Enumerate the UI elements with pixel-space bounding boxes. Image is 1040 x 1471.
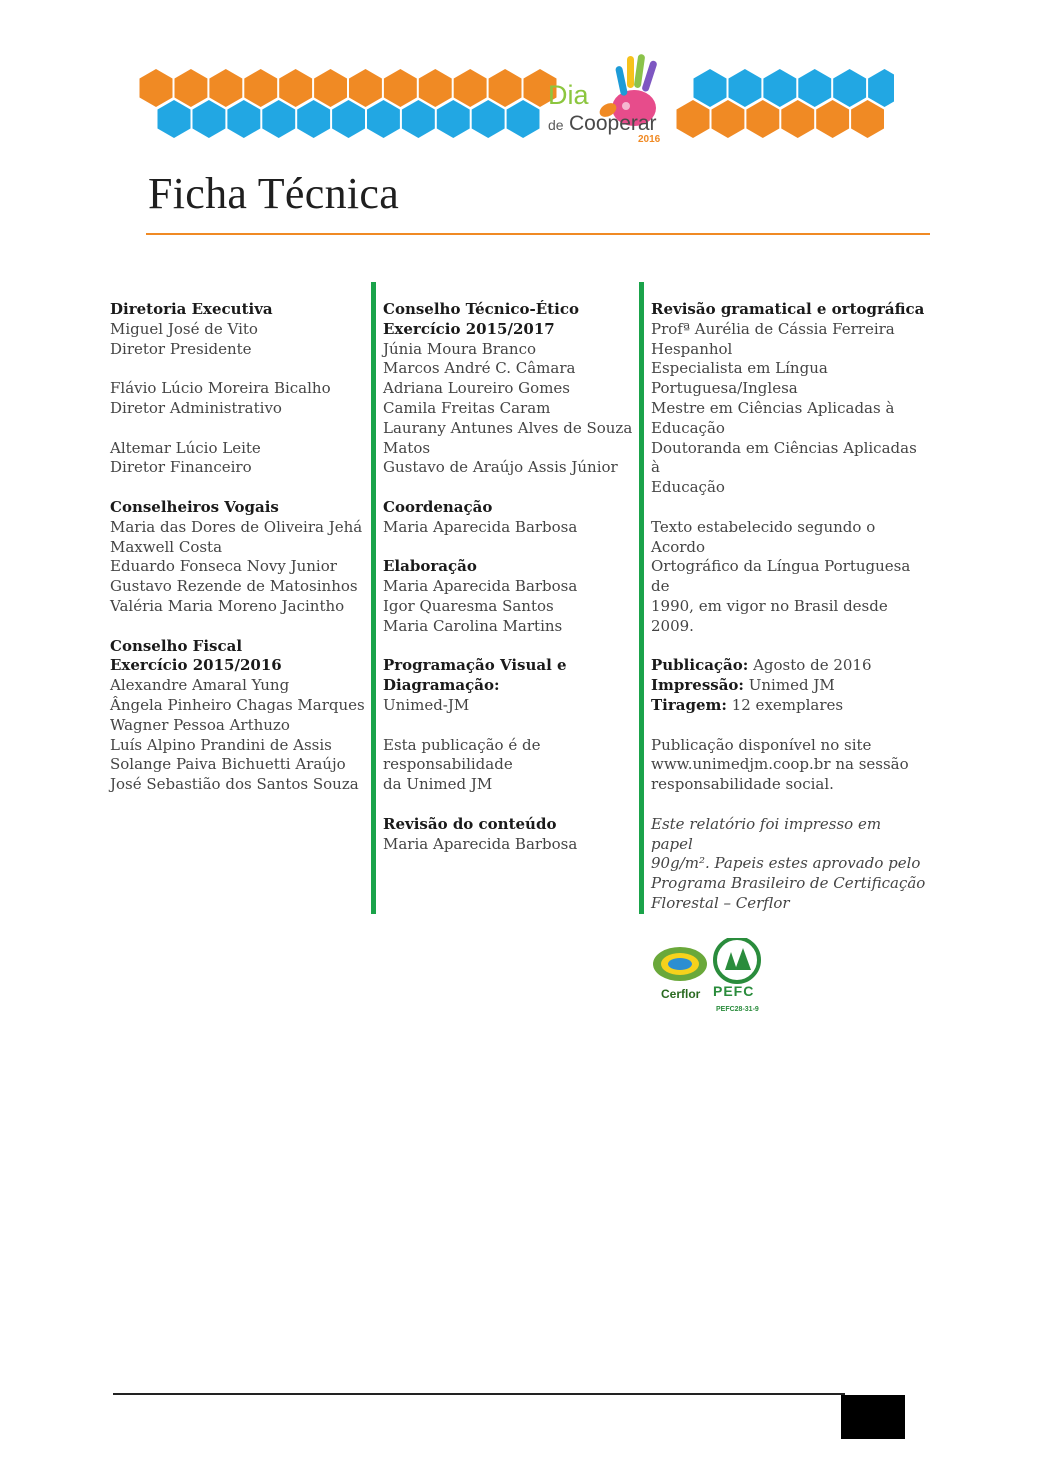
tiragem-line: [651, 696, 926, 716]
text-line: Laurany Antunes Alves de Souza: [383, 418, 633, 437]
text-line: Diretor Financeiro: [110, 458, 252, 477]
text-line: Miguel José de Vito: [110, 319, 258, 338]
hexagon-shape: [297, 100, 330, 138]
section-heading: Revisão gramatical e ortográfica: [651, 300, 925, 318]
text-line: Maxwell Costa: [110, 537, 223, 556]
text-line: Igor Quaresma Santos: [383, 596, 554, 615]
column-middle: [383, 300, 633, 874]
hexagon-shape: [851, 100, 884, 138]
text-line: Educação: [651, 478, 725, 497]
text-line: Matos: [383, 438, 431, 457]
impressao-line: [651, 676, 926, 696]
text-line: Júnia Moura Branco: [383, 339, 537, 358]
publicacao-label: Publicação:: [651, 656, 749, 675]
section-acordo-ortografico: [651, 518, 926, 637]
section-heading: Revisão do conteúdo: [383, 814, 557, 833]
hexagon-shape: [781, 100, 814, 138]
section-heading: Conselho Técnico-Ético: [383, 300, 579, 318]
pefc-logo: [713, 938, 759, 1013]
section-heading: Coordenação: [383, 497, 493, 516]
text-line: Wagner Pessoa Arthuzo: [110, 715, 290, 734]
hexagon-shape: [694, 69, 727, 107]
section-revisao-conteudo: [383, 815, 633, 855]
text-line: Maria Carolina Martins: [383, 616, 563, 635]
hexagon-shape: [227, 100, 260, 138]
page-title: Ficha Técnica: [148, 169, 400, 218]
page-number-box: [841, 1395, 905, 1439]
text-line: Gustavo Rezende de Matosinhos: [110, 577, 358, 596]
spacer: [110, 419, 365, 439]
text-line: Altemar Lúcio Leite: [110, 438, 261, 457]
hexagon-shape: [175, 69, 208, 107]
text-line: Maria Aparecida Barbosa: [383, 577, 578, 596]
section-revisao-gramatical: [651, 300, 926, 498]
text-line: Especialista em Língua: [651, 359, 828, 378]
text-line: Hespanhol: [651, 339, 733, 358]
cerflor-logo: [653, 947, 707, 1001]
hexagon-shape: [262, 100, 295, 138]
certification-logos: [651, 938, 771, 1016]
hexagon-shape: [244, 69, 277, 107]
section-conselheiros-vogais: [110, 498, 365, 617]
hexagon-shape: [314, 69, 347, 107]
text-line: Ângela Pinheiro Chagas Marques: [110, 695, 365, 714]
hexagon-shape: [419, 69, 452, 107]
column-right: [651, 300, 926, 1021]
text-line: Programa Brasileiro de Certificação: [651, 874, 926, 893]
hexagon-shape: [193, 100, 226, 138]
hexagon-shape: [833, 69, 866, 107]
text-line: Flávio Lúcio Moreira Bicalho: [110, 379, 331, 398]
text-line: Maria das Dores de Oliveira Jehá: [110, 517, 363, 536]
text-line: Valéria Maria Moreno Jacintho: [110, 596, 345, 615]
hexagon-shape: [816, 100, 849, 138]
section-diretoria-executiva: [110, 300, 365, 478]
section-publicacao: [651, 656, 926, 715]
section-site: [651, 736, 926, 795]
text-line: Ortográfico da Língua Portuguesa de: [651, 557, 911, 596]
hexagon-shape: [437, 100, 470, 138]
hexagon-shape: [158, 100, 191, 138]
publicacao-value: Agosto de 2016: [748, 656, 872, 675]
footer-divider: [113, 1393, 845, 1395]
text-line: Diretor Presidente: [110, 339, 252, 358]
text-line: Texto estabelecido segundo o Acordo: [651, 517, 876, 556]
hexagon-shape: [729, 69, 762, 107]
hexagon-shape: [332, 100, 365, 138]
text-line: 1990, em vigor no Brasil desde 2009.: [651, 596, 888, 635]
text-line: 90g/m². Papeis estes aprovado pelo: [651, 854, 921, 873]
section-responsabilidade: [383, 736, 633, 795]
text-line: Esta publicação é de: [383, 735, 541, 754]
section-subheading: Diagramação:: [383, 676, 500, 695]
hexagon-shape: [349, 69, 382, 107]
section-conselho-tecnico-etico: [383, 300, 633, 478]
tiragem-label: Tiragem:: [651, 695, 727, 714]
section-conselho-fiscal: [110, 637, 365, 795]
section-papel: [651, 815, 926, 914]
section-heading: Programação Visual e: [383, 656, 567, 675]
text-line: Publicação disponível no site: [651, 735, 872, 754]
text-line: José Sebastião dos Santos Souza: [110, 775, 359, 794]
hexagon-shape: [209, 69, 242, 107]
hexagon-shape: [507, 100, 540, 138]
text-line: Gustavo de Araújo Assis Júnior: [383, 458, 618, 477]
dia-de-cooperar-logo: [548, 54, 661, 145]
publicacao-line: [651, 656, 926, 676]
text-line: Florestal – Cerflor: [651, 893, 790, 912]
section-elaboracao: [383, 557, 633, 636]
text-line: Maria Aparecida Barbosa: [383, 517, 578, 536]
hexagon-shape: [677, 100, 710, 138]
text-line: Adriana Loureiro Gomes: [383, 379, 570, 398]
logo-cooperar: Cooperar: [569, 112, 657, 135]
hexagon-shape: [454, 69, 487, 107]
section-programacao-visual: [383, 656, 633, 715]
pefc-label: PEFC: [713, 982, 755, 999]
text-line: Este relatório foi impresso em papel: [651, 814, 882, 853]
pefc-code: PEFC28-31-9: [716, 1005, 759, 1013]
text-line: Solange Paiva Bichuetti Araújo: [110, 755, 346, 774]
hexagon-shape: [140, 69, 173, 107]
impressao-label: Impressão:: [651, 676, 744, 695]
section-subheading: Exercício 2015/2016: [110, 656, 282, 675]
section-subheading: Exercício 2015/2017: [383, 319, 555, 338]
column-left: [110, 300, 365, 815]
hexagon-shape: [712, 100, 745, 138]
hexagon-pattern-right: [677, 69, 895, 138]
column-divider-left: [371, 282, 376, 914]
impressao-value: Unimed JM: [743, 676, 835, 695]
text-line: Maria Aparecida Barbosa: [383, 834, 578, 853]
section-heading: Diretoria Executiva: [110, 300, 273, 318]
text-line: Educação: [651, 418, 725, 437]
text-line: Eduardo Fonseca Novy Junior: [110, 557, 337, 576]
text-line: responsabilidade: [383, 755, 513, 774]
text-line: responsabilidade social.: [651, 775, 834, 794]
hexagon-shape: [798, 69, 831, 107]
text-line: Diretor Administrativo: [110, 398, 282, 417]
hexagon-shape: [402, 100, 435, 138]
spacer: [110, 359, 365, 379]
text-line: Doutoranda em Ciências Aplicadas à: [651, 438, 917, 477]
section-heading: Conselho Fiscal: [110, 636, 243, 655]
hexagon-shape: [489, 69, 522, 107]
header-banner: [138, 48, 894, 148]
hexagon-shape: [279, 69, 312, 107]
cerflor-label: Cerflor: [661, 986, 701, 1001]
title-divider: [146, 233, 930, 235]
logo-dia: Dia: [548, 80, 589, 110]
text-line: Marcos André C. Câmara: [383, 359, 576, 378]
text-line: Unimed-JM: [383, 695, 470, 714]
section-heading: Elaboração: [383, 557, 477, 576]
text-line: www.unimedjm.coop.br na sessão: [651, 755, 909, 774]
text-line: Portuguesa/Inglesa: [651, 379, 798, 398]
logo-de: de: [548, 117, 564, 133]
text-line: Alexandre Amaral Yung: [110, 676, 290, 695]
hexagon-shape: [868, 69, 894, 107]
hexagon-shape: [384, 69, 417, 107]
hexagon-shape: [367, 100, 400, 138]
text-line: da Unimed JM: [383, 775, 493, 794]
text-line: Luís Alpino Prandini de Assis: [110, 735, 332, 754]
hexagon-shape: [746, 100, 779, 138]
tiragem-value: 12 exemplares: [726, 695, 844, 714]
hexagon-shape: [472, 100, 505, 138]
text-line: Profª Aurélia de Cássia Ferreira: [651, 319, 895, 338]
hexagon-shape: [763, 69, 796, 107]
section-coordenacao: [383, 498, 633, 538]
text-line: Mestre em Ciências Aplicadas à: [651, 398, 895, 417]
logo-year: 2016: [638, 134, 661, 145]
hexagon-pattern-left: [140, 69, 557, 138]
column-divider-right: [639, 282, 644, 914]
text-line: Camila Freitas Caram: [383, 398, 551, 417]
section-heading: Conselheiros Vogais: [110, 497, 279, 516]
